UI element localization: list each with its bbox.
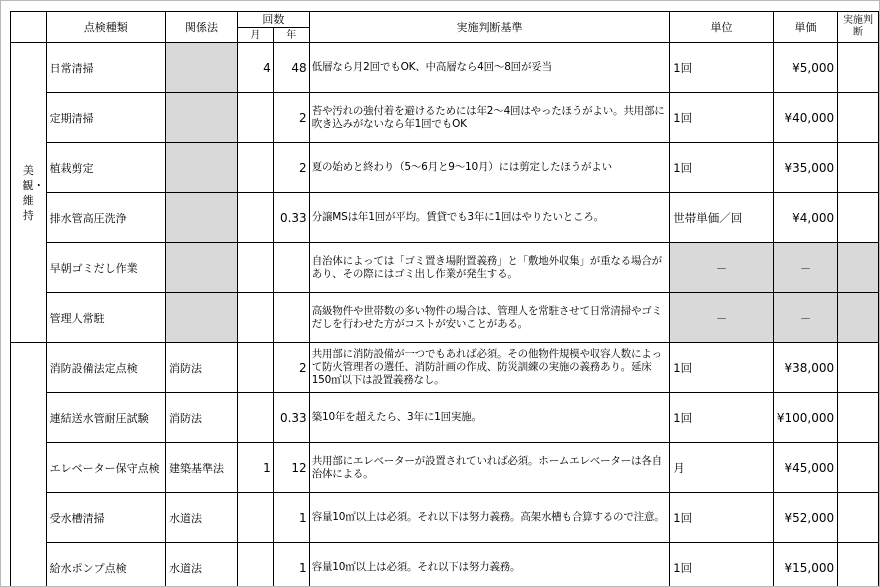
row-criteria: 容量10㎡以上は必須。それ以下は努力義務。 (309, 543, 670, 587)
row-month (238, 93, 274, 143)
row-month (238, 243, 274, 293)
row-law (165, 243, 237, 293)
row-price: ¥40,000 (773, 93, 837, 143)
row-decision (838, 343, 879, 393)
row-criteria: 夏の始めと終わり（5～6月と9～10月）には剪定したほうがよい (309, 143, 670, 193)
row-criteria: 共用部にエレベーターが設置されていれば必須。ホームエレベーターは各自治体による。 (309, 443, 670, 493)
header-year: 年 (273, 28, 309, 43)
row-year: 0.33 (273, 393, 309, 443)
row-name: エレベーター保守点検 (46, 443, 165, 493)
row-decision (838, 243, 879, 293)
row-year: 1 (273, 543, 309, 587)
row-law: 水道法 (165, 543, 237, 587)
header-decision (838, 12, 879, 43)
row-decision (838, 143, 879, 193)
row-unit: 1回 (670, 493, 774, 543)
table-row (11, 493, 879, 543)
row-name: 早朝ゴミだし作業 (46, 243, 165, 293)
row-decision (838, 543, 879, 587)
row-unit: － (670, 243, 774, 293)
row-criteria: 容量10㎡以上は必須。それ以下は努力義務。高架水槽も合算するので注意。 (309, 493, 670, 543)
row-decision (838, 393, 879, 443)
row-law: 建築基準法 (165, 443, 237, 493)
row-criteria: 築10年を超えたら、3年に1回実施。 (309, 393, 670, 443)
table-row (11, 193, 879, 243)
row-month (238, 543, 274, 587)
table-row (11, 293, 879, 343)
row-law: 消防法 (165, 343, 237, 393)
table-row (11, 343, 879, 393)
row-unit: 1回 (670, 393, 774, 443)
row-unit: 1回 (670, 343, 774, 393)
row-law (165, 193, 237, 243)
header-frequency: 回数 (238, 12, 310, 28)
row-decision (838, 93, 879, 143)
row-price: ¥4,000 (773, 193, 837, 243)
header-unit: 単位 (670, 12, 774, 43)
row-price: ¥38,000 (773, 343, 837, 393)
row-year: 48 (273, 43, 309, 93)
row-name: 消防設備法定点検 (46, 343, 165, 393)
row-name: 定期清掃 (46, 93, 165, 143)
row-name: 排水管高圧洗浄 (46, 193, 165, 243)
header-type: 点検種類 (46, 12, 165, 43)
row-law: 消防法 (165, 393, 237, 443)
row-month (238, 143, 274, 193)
row-price: － (773, 243, 837, 293)
row-year (273, 243, 309, 293)
row-law (165, 293, 237, 343)
table-row (11, 93, 879, 143)
row-price: ¥35,000 (773, 143, 837, 193)
header-category (11, 12, 47, 43)
row-decision (838, 43, 879, 93)
header-criteria: 実施判断基準 (309, 12, 670, 43)
row-decision (838, 193, 879, 243)
category-beauty (11, 43, 47, 343)
row-criteria: 低層なら月2回でもOK、中高層なら4回～8回が妥当 (309, 43, 670, 93)
row-unit: 世帯単価／回 (670, 193, 774, 243)
category-beauty-label: 美観・維持 (22, 163, 45, 222)
header-decision-label: 実施判断 (843, 15, 874, 38)
header-price: 単価 (773, 12, 837, 43)
row-month: 4 (238, 43, 274, 93)
row-month (238, 343, 274, 393)
row-year: 12 (273, 443, 309, 493)
row-unit: － (670, 293, 774, 343)
row-year: 2 (273, 93, 309, 143)
row-unit: 月 (670, 443, 774, 493)
row-year: 0.33 (273, 193, 309, 243)
row-criteria: 苔や汚れの強付着を避けるためには年2～4回はやったほうがよい。共用部に吹き込みがないなら年1回でもOK (309, 93, 670, 143)
row-month: 1 (238, 443, 274, 493)
category-legal (11, 343, 47, 587)
row-month (238, 393, 274, 443)
table-row (11, 443, 879, 493)
table-row (11, 543, 879, 587)
row-law (165, 93, 237, 143)
row-law (165, 43, 237, 93)
row-month (238, 293, 274, 343)
row-price: ¥52,000 (773, 493, 837, 543)
row-name: 管理人常駐 (46, 293, 165, 343)
row-price: ¥45,000 (773, 443, 837, 493)
row-month (238, 493, 274, 543)
row-criteria: 高級物件や世帯数の多い物件の場合は、管理人を常駐させて日常清掃やゴミだしを行わせた方がコストが安いことがある。 (309, 293, 670, 343)
row-unit: 1回 (670, 93, 774, 143)
row-unit: 1回 (670, 43, 774, 93)
row-year: 2 (273, 343, 309, 393)
row-unit: 1回 (670, 143, 774, 193)
row-law (165, 143, 237, 193)
row-name: 受水槽清掃 (46, 493, 165, 543)
inspection-table (10, 11, 879, 587)
table-row (11, 243, 879, 293)
row-year: 2 (273, 143, 309, 193)
row-price: ¥15,000 (773, 543, 837, 587)
row-criteria: 共用部に消防設備が一つでもあれば必須。その他物件規模や収容人数によって防火管理者の選任、消防計画の作成、防災訓練の実施の義務あり。延床150㎡以下は設置義務なし。 (309, 343, 670, 393)
row-decision (838, 293, 879, 343)
row-name: 植栽剪定 (46, 143, 165, 193)
row-name: 給水ポンプ点検 (46, 543, 165, 587)
row-criteria: 分譲MSは年1回が平均。賃貸でも3年に1回はやりたいところ。 (309, 193, 670, 243)
row-month (238, 193, 274, 243)
row-price: ¥5,000 (773, 43, 837, 93)
row-year (273, 293, 309, 343)
header-law: 関係法 (165, 12, 237, 43)
row-name: 連結送水管耐圧試験 (46, 393, 165, 443)
row-name: 日常清掃 (46, 43, 165, 93)
row-year: 1 (273, 493, 309, 543)
row-decision (838, 493, 879, 543)
row-law: 水道法 (165, 493, 237, 543)
table-row (11, 143, 879, 193)
row-criteria: 自治体によっては「ゴミ置き場附置義務」と「敷地外収集」が重なる場合があり、その際にはゴミ出し作業が発生する。 (309, 243, 670, 293)
table-row (11, 393, 879, 443)
table-row (11, 43, 879, 93)
row-price: ¥100,000 (773, 393, 837, 443)
row-decision (838, 443, 879, 493)
header-month: 月 (238, 28, 274, 43)
row-unit: 1回 (670, 543, 774, 587)
row-price: － (773, 293, 837, 343)
